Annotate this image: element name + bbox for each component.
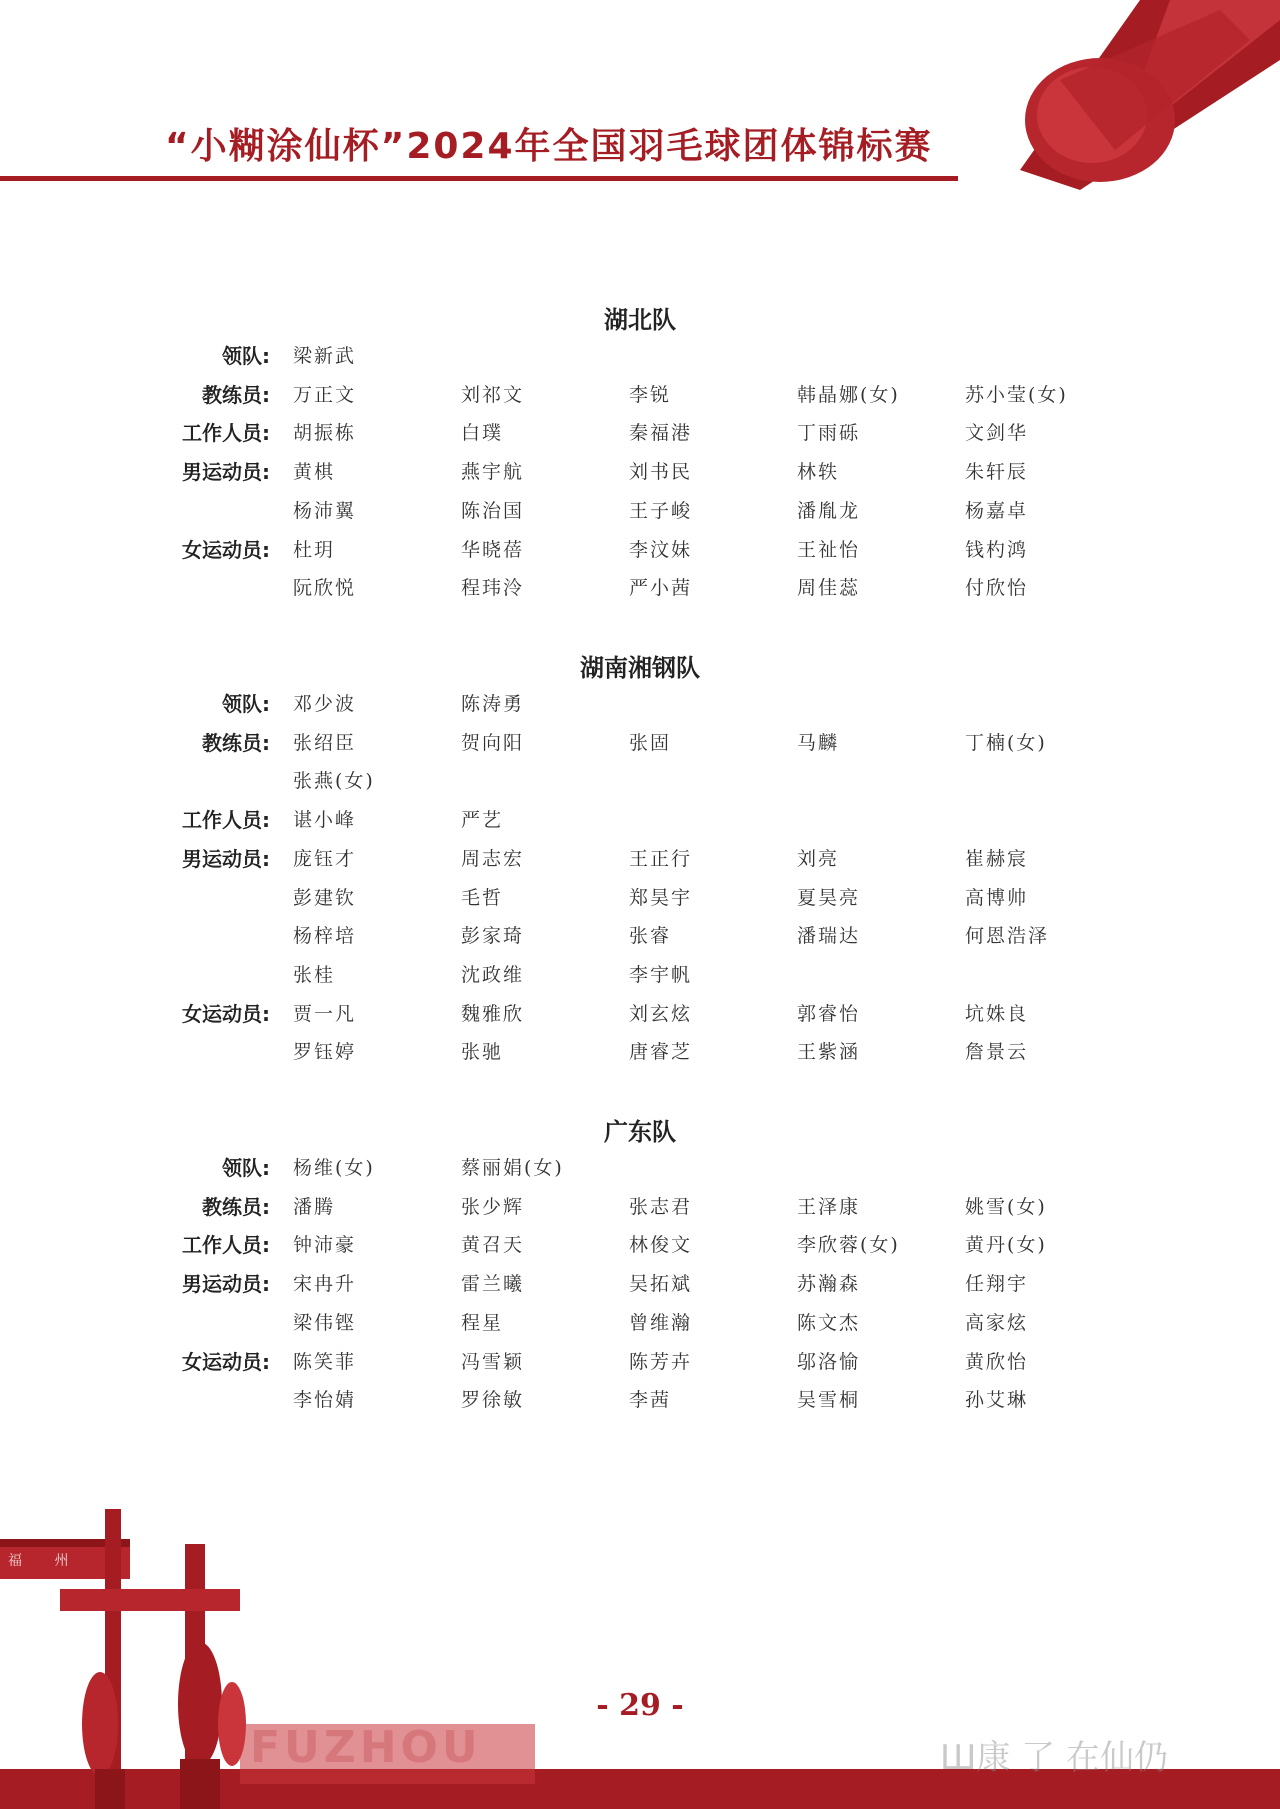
member-name: 陈治国	[461, 499, 525, 522]
member-name: 王祉怡	[797, 538, 861, 561]
member-name: 庞钰才	[293, 847, 357, 870]
member-name: 黄召天	[461, 1234, 525, 1257]
member-name: 郭睿怡	[797, 1002, 861, 1025]
member-name: 周志宏	[461, 847, 525, 870]
member-name: 杨沛翼	[293, 499, 357, 522]
member-name: 阮欣悦	[293, 577, 357, 600]
member-name: 潘瑞达	[797, 925, 861, 948]
role-label: 女运动员:	[182, 1001, 270, 1026]
member-name: 郑昊宇	[629, 886, 693, 909]
role-label: 领队:	[222, 1156, 270, 1180]
member-name: 钱杓鸿	[965, 538, 1029, 561]
member-name: 唐睿芝	[629, 1041, 693, 1064]
member-name: 魏雅欣	[461, 1002, 525, 1025]
member-name: 刘书民	[629, 461, 693, 484]
member-name: 李宇帆	[629, 963, 693, 986]
role-label: 女运动员:	[182, 1349, 270, 1374]
member-name: 苏小莹(女)	[965, 383, 1068, 406]
member-name: 罗徐敏	[461, 1389, 525, 1412]
member-name: 张睿	[629, 925, 672, 948]
member-name: 张绍臣	[293, 731, 357, 754]
member-name: 杨维(女)	[293, 1157, 375, 1179]
member-name: 杨嘉卓	[965, 499, 1029, 522]
member-name: 冯雪颖	[461, 1350, 525, 1373]
member-name: 秦福港	[629, 422, 693, 445]
member-name: 姚雪(女)	[965, 1195, 1047, 1218]
member-name: 马麟	[797, 731, 840, 754]
member-name: 高家炫	[965, 1311, 1029, 1334]
member-name: 严艺	[461, 809, 504, 832]
member-name: 胡振栋	[293, 422, 357, 445]
member-name: 丁楠(女)	[965, 731, 1047, 754]
role-label: 男运动员:	[182, 1272, 270, 1297]
member-name: 张燕(女)	[293, 770, 375, 793]
member-name: 华晓蓓	[461, 538, 525, 561]
member-name: 王正行	[629, 847, 693, 870]
role-label: 领队:	[222, 692, 270, 716]
roster-row	[0, 920, 1280, 958]
member-name: 曾维瀚	[629, 1311, 693, 1334]
member-name: 蔡丽娟(女)	[461, 1157, 564, 1179]
member-name: 韩晶娜(女)	[797, 383, 900, 406]
role-label: 工作人员:	[182, 421, 270, 446]
member-name: 黄棋	[293, 461, 336, 484]
member-name: 邬洛愉	[797, 1350, 861, 1373]
member-name: 吴雪桐	[797, 1389, 861, 1412]
roster-row	[0, 1268, 1280, 1306]
roster-row	[0, 1036, 1280, 1074]
member-name: 陈笑菲	[293, 1350, 357, 1373]
member-name: 李茜	[629, 1389, 672, 1412]
member-name: 陈涛勇	[461, 693, 525, 715]
member-name: 张固	[629, 731, 672, 754]
role-label: 教练员:	[202, 382, 270, 407]
member-name: 钟沛豪	[293, 1234, 357, 1257]
role-label: 男运动员:	[182, 460, 270, 485]
member-name: 任翔宇	[965, 1273, 1029, 1296]
role-label: 工作人员:	[182, 808, 270, 833]
member-name: 何恩浩泽	[965, 925, 1050, 948]
member-name: 万正文	[293, 383, 357, 406]
member-name: 梁伟铿	[293, 1311, 357, 1334]
watermark: Ш康 了 在仙仍	[940, 1738, 1168, 1778]
member-name: 宋冉升	[293, 1273, 357, 1296]
roster-row	[0, 456, 1280, 494]
member-name: 朱轩辰	[965, 461, 1029, 484]
roster-row	[0, 1346, 1280, 1384]
roster-row	[0, 1229, 1280, 1267]
member-name: 高博帅	[965, 886, 1029, 909]
member-name: 文剑华	[965, 422, 1029, 445]
roster-row	[0, 882, 1280, 920]
member-name: 白璞	[461, 422, 504, 445]
team-title: 湖北队	[604, 306, 676, 334]
member-name: 陈芳卉	[629, 1350, 693, 1373]
member-name: 李怡婧	[293, 1389, 357, 1412]
role-label: 教练员:	[202, 730, 270, 755]
member-name: 夏昊亮	[797, 886, 861, 909]
roster-row	[0, 727, 1280, 765]
member-name: 付欣怡	[965, 577, 1029, 600]
roster-row	[0, 959, 1280, 997]
member-name: 彭家琦	[461, 925, 525, 948]
member-name: 周佳蕊	[797, 577, 861, 600]
roster-row	[0, 1152, 1280, 1190]
role-label: 女运动员:	[182, 537, 270, 562]
roster-row	[0, 804, 1280, 842]
member-name: 李锐	[629, 383, 672, 406]
page-number: - 29 -	[596, 1688, 684, 1723]
role-label: 工作人员:	[182, 1233, 270, 1258]
roster-row	[0, 1384, 1280, 1422]
member-name: 黄欣怡	[965, 1350, 1029, 1373]
header-rule	[0, 176, 958, 181]
member-name: 张志君	[629, 1195, 693, 1218]
member-name: 沈政维	[461, 963, 525, 986]
member-name: 张少辉	[461, 1195, 525, 1218]
roster-row	[0, 843, 1280, 881]
member-name: 张驰	[461, 1041, 504, 1064]
member-name: 王紫涵	[797, 1041, 861, 1064]
roster-row	[0, 688, 1280, 726]
member-name: 坑姝良	[965, 1002, 1029, 1025]
member-name: 贾一凡	[293, 1002, 357, 1025]
member-name: 崔赫宸	[965, 847, 1029, 870]
document-title: “小糊涂仙杯”2024年全国羽毛球团体锦标赛	[165, 126, 933, 167]
member-name: 梁新武	[293, 345, 357, 367]
member-name: 潘腾	[293, 1195, 336, 1218]
member-name: 潘胤龙	[797, 499, 861, 522]
member-name: 林俊文	[629, 1234, 693, 1257]
member-name: 王子峻	[629, 499, 693, 522]
member-name: 杨梓培	[293, 925, 357, 948]
member-name: 詹景云	[965, 1041, 1029, 1064]
member-name: 刘亮	[797, 847, 840, 870]
team-title: 广东队	[604, 1118, 676, 1146]
roster-row	[0, 765, 1280, 803]
roster-row	[0, 1307, 1280, 1345]
member-name: 张桂	[293, 963, 336, 986]
member-name: 吴拓斌	[629, 1273, 693, 1296]
roster-row	[0, 495, 1280, 533]
member-name: 杜玥	[293, 538, 336, 561]
member-name: 贺向阳	[461, 731, 525, 754]
fuzhou-text: FUZHOU	[250, 1722, 482, 1773]
member-name: 彭建钦	[293, 886, 357, 909]
roster-row	[0, 417, 1280, 455]
member-name: 李欣蓉(女)	[797, 1234, 900, 1257]
member-name: 程玮泠	[461, 577, 525, 600]
member-name: 严小茜	[629, 577, 693, 600]
member-name: 刘祁文	[461, 383, 525, 406]
member-name: 邓少波	[293, 693, 357, 715]
roster-row	[0, 340, 1280, 378]
member-name: 刘玄炫	[629, 1002, 693, 1025]
corner-ribbon-decoration	[1020, 0, 1280, 190]
member-name: 燕宇航	[461, 461, 525, 484]
member-name: 李汶妹	[629, 538, 693, 561]
member-name: 程星	[461, 1311, 504, 1334]
member-name: 苏瀚森	[797, 1273, 861, 1296]
roster-row	[0, 572, 1280, 610]
role-label: 男运动员:	[182, 846, 270, 871]
member-name: 王泽康	[797, 1195, 861, 1218]
member-name: 罗钰婷	[293, 1041, 357, 1064]
member-name: 雷兰曦	[461, 1273, 525, 1296]
member-name: 黄丹(女)	[965, 1234, 1047, 1257]
role-label: 教练员:	[202, 1194, 270, 1219]
roster-row	[0, 998, 1280, 1036]
member-name: 林轶	[797, 461, 840, 484]
roster-row	[0, 534, 1280, 572]
member-name: 毛哲	[461, 886, 504, 909]
gate-inscription: 福 州	[8, 1553, 83, 1569]
role-label: 领队:	[222, 344, 270, 368]
member-name: 孙艾琳	[965, 1389, 1029, 1412]
member-name: 陈文杰	[797, 1311, 861, 1334]
member-name: 丁雨砾	[797, 422, 861, 445]
team-title: 湖南湘钢队	[580, 654, 700, 682]
roster-row	[0, 379, 1280, 417]
roster-row	[0, 1191, 1280, 1229]
member-name: 谌小峰	[293, 809, 357, 832]
